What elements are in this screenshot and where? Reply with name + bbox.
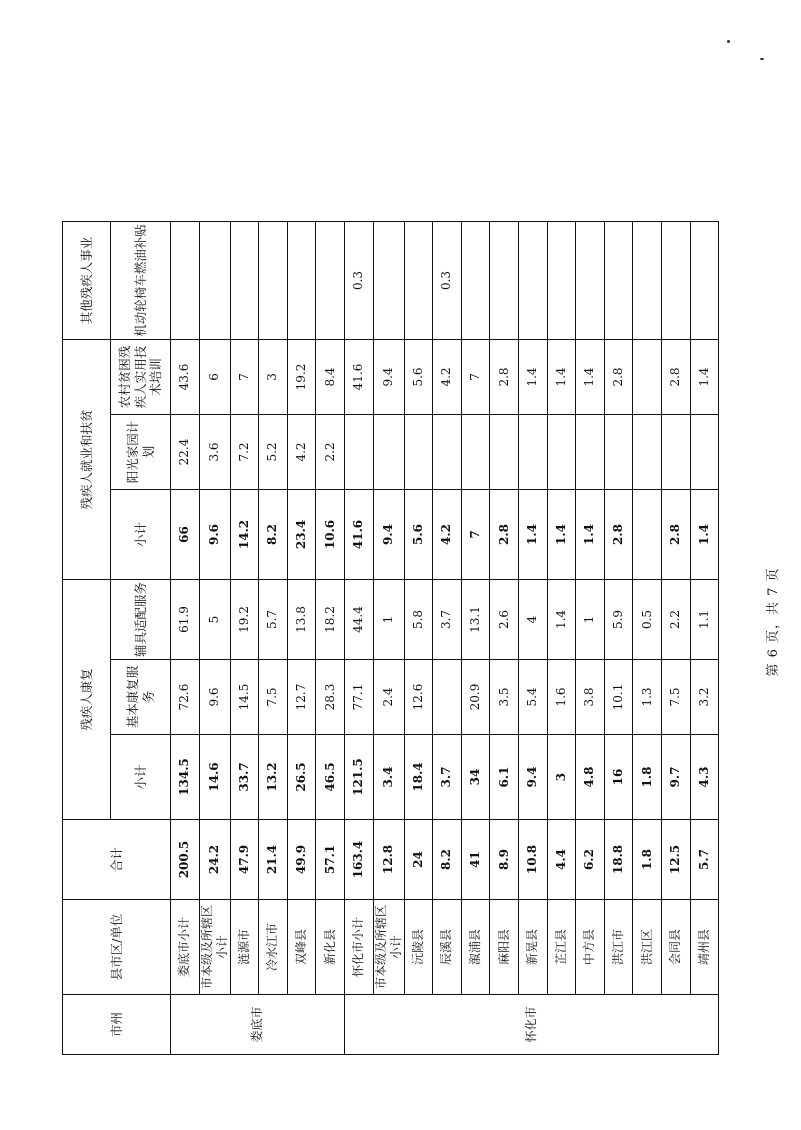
table-row xyxy=(547,221,576,1054)
value-cell: 1.6 xyxy=(547,660,576,735)
value-cell: 9.4 xyxy=(518,735,547,820)
table-row xyxy=(490,221,519,1054)
value-cell xyxy=(576,414,605,489)
unit-cell: 市本级及所辖区小计 xyxy=(199,900,230,995)
value-cell: 1 xyxy=(576,579,605,659)
value-cell xyxy=(518,414,547,489)
value-cell: 1.4 xyxy=(576,489,605,579)
value-cell: 16 xyxy=(604,735,633,820)
value-cell: 3.6 xyxy=(199,414,230,489)
value-cell: 0.3 xyxy=(433,221,462,339)
value-cell xyxy=(490,414,519,489)
scan-speck xyxy=(760,58,764,60)
value-cell: 14.5 xyxy=(230,660,259,735)
value-cell: 2.4 xyxy=(373,660,404,735)
unit-cell: 怀化市小计 xyxy=(344,900,373,995)
page-number: 第 6 页，共 7 页 xyxy=(766,567,781,677)
value-cell: 18.2 xyxy=(316,579,345,659)
value-cell: 5.4 xyxy=(518,660,547,735)
value-cell: 22.4 xyxy=(171,414,200,489)
value-cell: 24.2 xyxy=(199,820,230,900)
value-cell: 5.8 xyxy=(404,579,433,659)
value-cell: 7 xyxy=(461,489,490,579)
table-body xyxy=(171,221,719,1054)
unit-cell: 麻阳县 xyxy=(490,900,519,995)
value-cell: 14.2 xyxy=(230,489,259,579)
value-cell: 34 xyxy=(461,735,490,820)
value-cell: 19.2 xyxy=(287,339,316,414)
value-cell: 13.2 xyxy=(259,735,288,820)
value-cell: 2.2 xyxy=(661,579,690,659)
value-cell: 6.2 xyxy=(576,820,605,900)
header-employ: 残疾人就业和扶贫 xyxy=(63,339,111,579)
value-cell xyxy=(287,221,316,339)
value-cell xyxy=(259,221,288,339)
value-cell xyxy=(690,221,719,339)
scan-speck xyxy=(727,40,730,43)
value-cell xyxy=(171,221,200,339)
value-cell: 2.6 xyxy=(490,579,519,659)
unit-cell: 溆浦县 xyxy=(461,900,490,995)
header-city: 市州 xyxy=(63,995,171,1055)
value-cell: 19.2 xyxy=(230,579,259,659)
value-cell xyxy=(373,414,404,489)
value-cell xyxy=(661,221,690,339)
value-cell: 7.2 xyxy=(230,414,259,489)
value-cell xyxy=(199,221,230,339)
value-cell: 12.7 xyxy=(287,660,316,735)
value-cell: 66 xyxy=(171,489,200,579)
value-cell: 200.5 xyxy=(171,820,200,900)
value-cell: 8.2 xyxy=(433,820,462,900)
table-row xyxy=(518,221,547,1054)
unit-cell: 洪江区 xyxy=(633,900,662,995)
value-cell: 5.9 xyxy=(604,579,633,659)
rotated-table-container xyxy=(62,222,715,1055)
value-cell xyxy=(661,414,690,489)
value-cell xyxy=(433,414,462,489)
value-cell: 18.4 xyxy=(404,735,433,820)
value-cell: 12.8 xyxy=(373,820,404,900)
header-employ-sunshine: 阳光家园计划 xyxy=(111,414,171,489)
value-cell xyxy=(633,339,662,414)
value-cell: 3.4 xyxy=(373,735,404,820)
value-cell: 24 xyxy=(404,820,433,900)
funding-table xyxy=(62,221,719,1055)
value-cell: 134.5 xyxy=(171,735,200,820)
value-cell xyxy=(373,221,404,339)
value-cell: 121.5 xyxy=(344,735,373,820)
unit-cell: 沅陵县 xyxy=(404,900,433,995)
value-cell: 3.7 xyxy=(433,735,462,820)
value-cell: 1.1 xyxy=(690,579,719,659)
value-cell: 1.3 xyxy=(633,660,662,735)
header-unit: 县市区/单位 xyxy=(63,900,171,995)
unit-cell: 双峰县 xyxy=(287,900,316,995)
city-cell: 怀化市 xyxy=(344,995,718,1055)
value-cell: 33.7 xyxy=(230,735,259,820)
value-cell xyxy=(344,414,373,489)
table-row xyxy=(404,221,433,1054)
table-row xyxy=(633,221,662,1054)
value-cell: 3.8 xyxy=(576,660,605,735)
value-cell: 0.5 xyxy=(633,579,662,659)
value-cell: 12.6 xyxy=(404,660,433,735)
header-rehab: 残疾人康复 xyxy=(63,579,111,819)
value-cell: 41.6 xyxy=(344,339,373,414)
value-cell: 4.3 xyxy=(690,735,719,820)
value-cell: 5.7 xyxy=(690,820,719,900)
table-row xyxy=(199,221,230,1054)
value-cell: 1.4 xyxy=(518,339,547,414)
value-cell: 46.5 xyxy=(316,735,345,820)
value-cell: 2.8 xyxy=(661,489,690,579)
value-cell: 8.2 xyxy=(259,489,288,579)
value-cell: 3.7 xyxy=(433,579,462,659)
table-row xyxy=(316,221,345,1054)
value-cell: 2.8 xyxy=(661,339,690,414)
value-cell: 47.9 xyxy=(230,820,259,900)
city-cell: 娄底市 xyxy=(171,995,345,1055)
value-cell: 5.7 xyxy=(259,579,288,659)
value-cell xyxy=(490,221,519,339)
value-cell: 3.5 xyxy=(490,660,519,735)
header-employ-subtotal: 小计 xyxy=(111,489,171,579)
table-row xyxy=(344,221,373,1054)
value-cell: 3.2 xyxy=(690,660,719,735)
value-cell: 49.9 xyxy=(287,820,316,900)
value-cell xyxy=(404,221,433,339)
value-cell xyxy=(633,489,662,579)
value-cell: 23.4 xyxy=(287,489,316,579)
value-cell: 77.1 xyxy=(344,660,373,735)
value-cell: 21.4 xyxy=(259,820,288,900)
value-cell: 7.5 xyxy=(661,660,690,735)
value-cell: 1.4 xyxy=(690,489,719,579)
header-other-fuel: 机动轮椅车燃油补贴 xyxy=(111,221,171,339)
header-rehab-subtotal: 小计 xyxy=(111,735,171,820)
table-row xyxy=(576,221,605,1054)
value-cell: 9.4 xyxy=(373,339,404,414)
table-row xyxy=(604,221,633,1054)
table-row xyxy=(287,221,316,1054)
header-rehab-basic: 基本康复服务 xyxy=(111,660,171,735)
value-cell: 4 xyxy=(518,579,547,659)
value-cell: 5 xyxy=(199,579,230,659)
value-cell xyxy=(433,660,462,735)
value-cell: 1 xyxy=(373,579,404,659)
header-other: 其他残疾人事业 xyxy=(63,221,111,339)
value-cell: 7 xyxy=(461,339,490,414)
unit-cell: 涟源市 xyxy=(230,900,259,995)
value-cell xyxy=(633,221,662,339)
value-cell: 12.5 xyxy=(661,820,690,900)
value-cell: 20.9 xyxy=(461,660,490,735)
value-cell: 4.4 xyxy=(547,820,576,900)
value-cell: 1.4 xyxy=(547,339,576,414)
value-cell xyxy=(518,221,547,339)
unit-cell: 会同县 xyxy=(661,900,690,995)
value-cell: 61.9 xyxy=(171,579,200,659)
value-cell: 13.1 xyxy=(461,579,490,659)
value-cell: 6.1 xyxy=(490,735,519,820)
unit-cell: 洪江市 xyxy=(604,900,633,995)
value-cell: 26.5 xyxy=(287,735,316,820)
unit-cell: 市本级及所辖区小计 xyxy=(373,900,404,995)
unit-cell: 新晃县 xyxy=(518,900,547,995)
table-row xyxy=(259,221,288,1054)
value-cell: 2.2 xyxy=(316,414,345,489)
value-cell: 1.4 xyxy=(690,339,719,414)
value-cell: 1.4 xyxy=(576,339,605,414)
table-row xyxy=(171,221,200,1054)
value-cell: 8.4 xyxy=(316,339,345,414)
value-cell: 3 xyxy=(547,735,576,820)
value-cell: 3 xyxy=(259,339,288,414)
value-cell: 9.7 xyxy=(661,735,690,820)
value-cell: 4.8 xyxy=(576,735,605,820)
value-cell: 8.9 xyxy=(490,820,519,900)
value-cell xyxy=(404,414,433,489)
unit-cell: 芷江县 xyxy=(547,900,576,995)
value-cell: 1.4 xyxy=(518,489,547,579)
value-cell xyxy=(690,414,719,489)
value-cell: 13.8 xyxy=(287,579,316,659)
value-cell: 28.3 xyxy=(316,660,345,735)
value-cell: 10.6 xyxy=(316,489,345,579)
table-row xyxy=(373,221,404,1054)
value-cell: 41.6 xyxy=(344,489,373,579)
unit-cell: 娄底市小计 xyxy=(171,900,200,995)
value-cell: 2.8 xyxy=(490,489,519,579)
value-cell: 1.8 xyxy=(633,735,662,820)
value-cell xyxy=(461,221,490,339)
header-rehab-aids: 辅具适配服务 xyxy=(111,579,171,659)
value-cell: 1.4 xyxy=(547,489,576,579)
value-cell: 9.6 xyxy=(199,660,230,735)
value-cell xyxy=(547,414,576,489)
unit-cell: 辰溪县 xyxy=(433,900,462,995)
value-cell: 7.5 xyxy=(259,660,288,735)
value-cell: 4.2 xyxy=(287,414,316,489)
table-row xyxy=(661,221,690,1054)
value-cell xyxy=(547,221,576,339)
unit-cell: 中方县 xyxy=(576,900,605,995)
unit-cell: 靖州县 xyxy=(690,900,719,995)
value-cell: 7 xyxy=(230,339,259,414)
value-cell: 4.2 xyxy=(433,339,462,414)
value-cell: 163.4 xyxy=(344,820,373,900)
value-cell: 2.8 xyxy=(490,339,519,414)
value-cell xyxy=(633,414,662,489)
table-row xyxy=(433,221,462,1054)
value-cell xyxy=(576,221,605,339)
value-cell: 0.3 xyxy=(344,221,373,339)
value-cell: 18.8 xyxy=(604,820,633,900)
value-cell: 10.1 xyxy=(604,660,633,735)
value-cell: 44.4 xyxy=(344,579,373,659)
table-row xyxy=(461,221,490,1054)
unit-cell: 冷水江市 xyxy=(259,900,288,995)
value-cell: 5.2 xyxy=(259,414,288,489)
table-row xyxy=(230,221,259,1054)
value-cell: 4.2 xyxy=(433,489,462,579)
header-total: 合计 xyxy=(63,820,171,900)
header-employ-training: 农村贫困残疾人实用技术培训 xyxy=(111,339,171,414)
value-cell: 2.8 xyxy=(604,339,633,414)
value-cell: 1.4 xyxy=(547,579,576,659)
value-cell xyxy=(230,221,259,339)
value-cell: 1.8 xyxy=(633,820,662,900)
value-cell: 72.6 xyxy=(171,660,200,735)
value-cell: 41 xyxy=(461,820,490,900)
value-cell: 57.1 xyxy=(316,820,345,900)
value-cell: 5.6 xyxy=(404,339,433,414)
unit-cell: 新化县 xyxy=(316,900,345,995)
value-cell: 9.4 xyxy=(373,489,404,579)
value-cell: 5.6 xyxy=(404,489,433,579)
value-cell: 43.6 xyxy=(171,339,200,414)
value-cell: 14.6 xyxy=(199,735,230,820)
value-cell xyxy=(316,221,345,339)
value-cell xyxy=(604,221,633,339)
value-cell: 9.6 xyxy=(199,489,230,579)
value-cell: 10.8 xyxy=(518,820,547,900)
value-cell xyxy=(461,414,490,489)
value-cell xyxy=(604,414,633,489)
table-row xyxy=(690,221,719,1054)
value-cell: 6 xyxy=(199,339,230,414)
value-cell: 2.8 xyxy=(604,489,633,579)
